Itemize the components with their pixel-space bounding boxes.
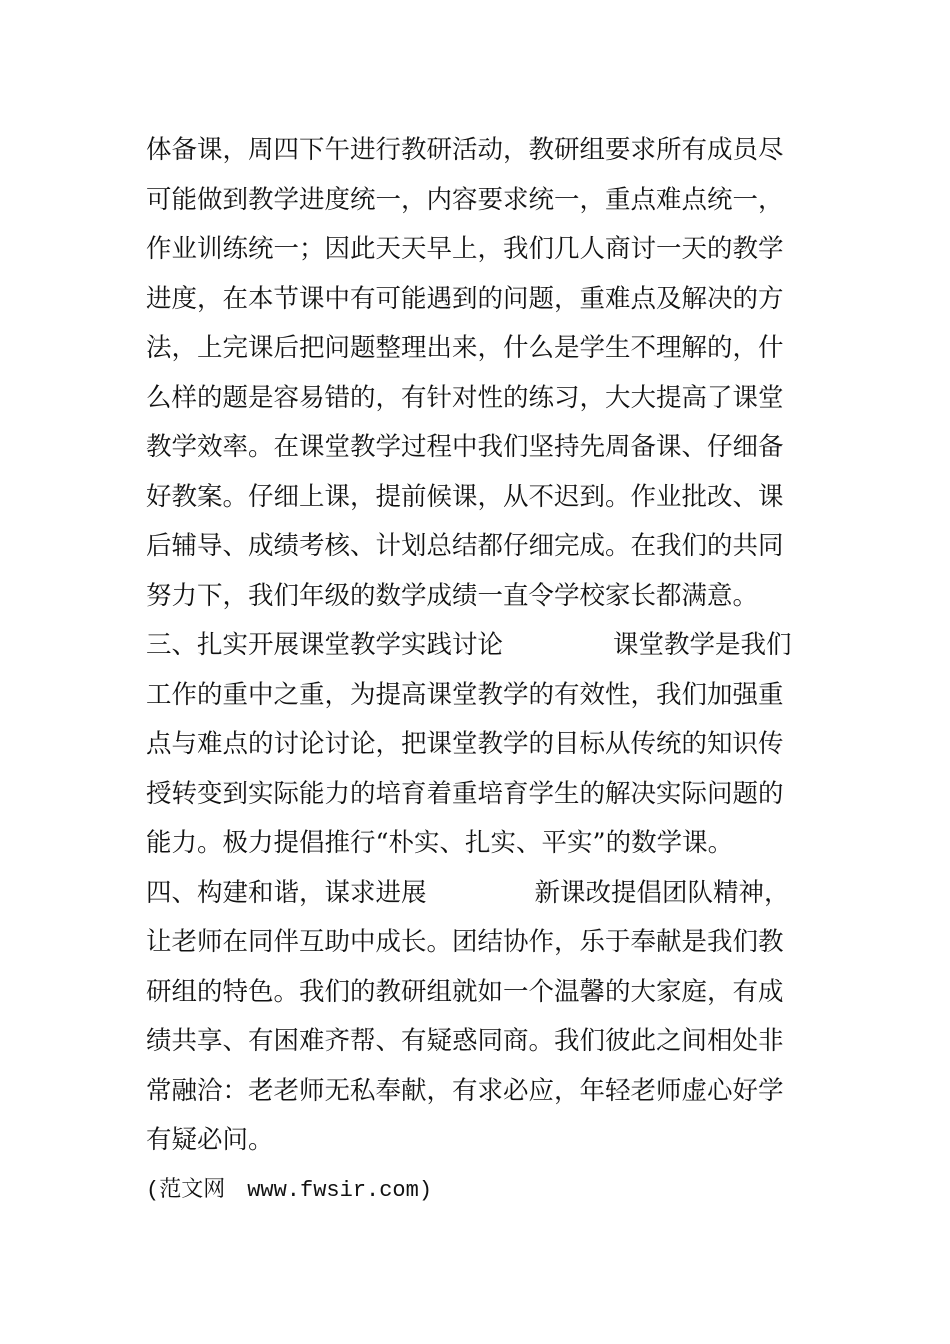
section-4-heading: 四、构建和谐，谋求进展	[146, 877, 427, 908]
source-citation: (范文网 www.fwsir.com)	[146, 1177, 433, 1203]
paragraph-line: 么样的题是容易错的，有针对性的练习，大大提高了课堂	[146, 382, 784, 413]
paragraph-line: 作业训练统一；因此天天早上，我们几人商讨一天的教学	[146, 234, 784, 264]
paragraph-line: 点与难点的讨论讨论，把课堂教学的目标从传统的知识传	[146, 729, 784, 759]
paragraph-line: 能力。极力提倡推行“朴实、扎实、平实”的数学课。	[146, 828, 734, 858]
paragraph-line: 绩共享、有困难齐帮、有疑惑同商。我们彼此之间相处非	[146, 1026, 784, 1056]
paragraph-line: 工作的重中之重，为提高课堂教学的有效性，我们加强重	[146, 679, 784, 710]
paragraph-line: 体备课，周四下午进行教研活动，教研组要求所有成员尽	[146, 135, 784, 165]
paragraph-line: 让老师在同伴互助中成长。团结协作，乐于奉献是我们教	[146, 927, 784, 957]
document-body	[146, 126, 816, 1215]
section-3-lead: 课堂教学是我们	[613, 630, 792, 660]
paragraph-line: 法，上完课后把问题整理出来，什么是学生不理解的，什	[146, 333, 784, 363]
paragraph-line: 努力下，我们年级的数学成绩一直令学校家长都满意。	[146, 580, 759, 611]
paragraph-line: 常融洽：老老师无私奉献，有求必应，年轻老师虚心好学	[146, 1075, 784, 1106]
section-3-line	[146, 621, 816, 671]
paragraph-line: 好教案。仔细上课，提前候课，从不迟到。作业批改、课	[146, 481, 784, 512]
paragraph-line: 有疑必问。	[146, 1125, 274, 1155]
section-4-lead: 新课改提倡团队精神，	[534, 877, 790, 908]
paragraph-line: 研组的特色。我们的教研组就如一个温馨的大家庭，有成	[146, 976, 784, 1007]
paragraph-line: 进度，在本节课中有可能遇到的问题，重难点及解决的方	[146, 283, 784, 314]
paragraph-line: 授转变到实际能力的培育着重培育学生的解决实际问题的	[146, 778, 784, 809]
section-3-heading: 三、扎实开展课堂教学实践讨论	[146, 630, 504, 660]
paragraph-line: 后辅导、成绩考核、计划总结都仔细完成。在我们的共同	[146, 531, 784, 561]
paragraph-line: 可能做到教学进度统一，内容要求统一，重点难点统一，	[146, 184, 784, 215]
paragraph-line: 教学效率。在课堂教学过程中我们坚持先周备课、仔细备	[146, 432, 784, 462]
section-4-line	[146, 869, 816, 919]
